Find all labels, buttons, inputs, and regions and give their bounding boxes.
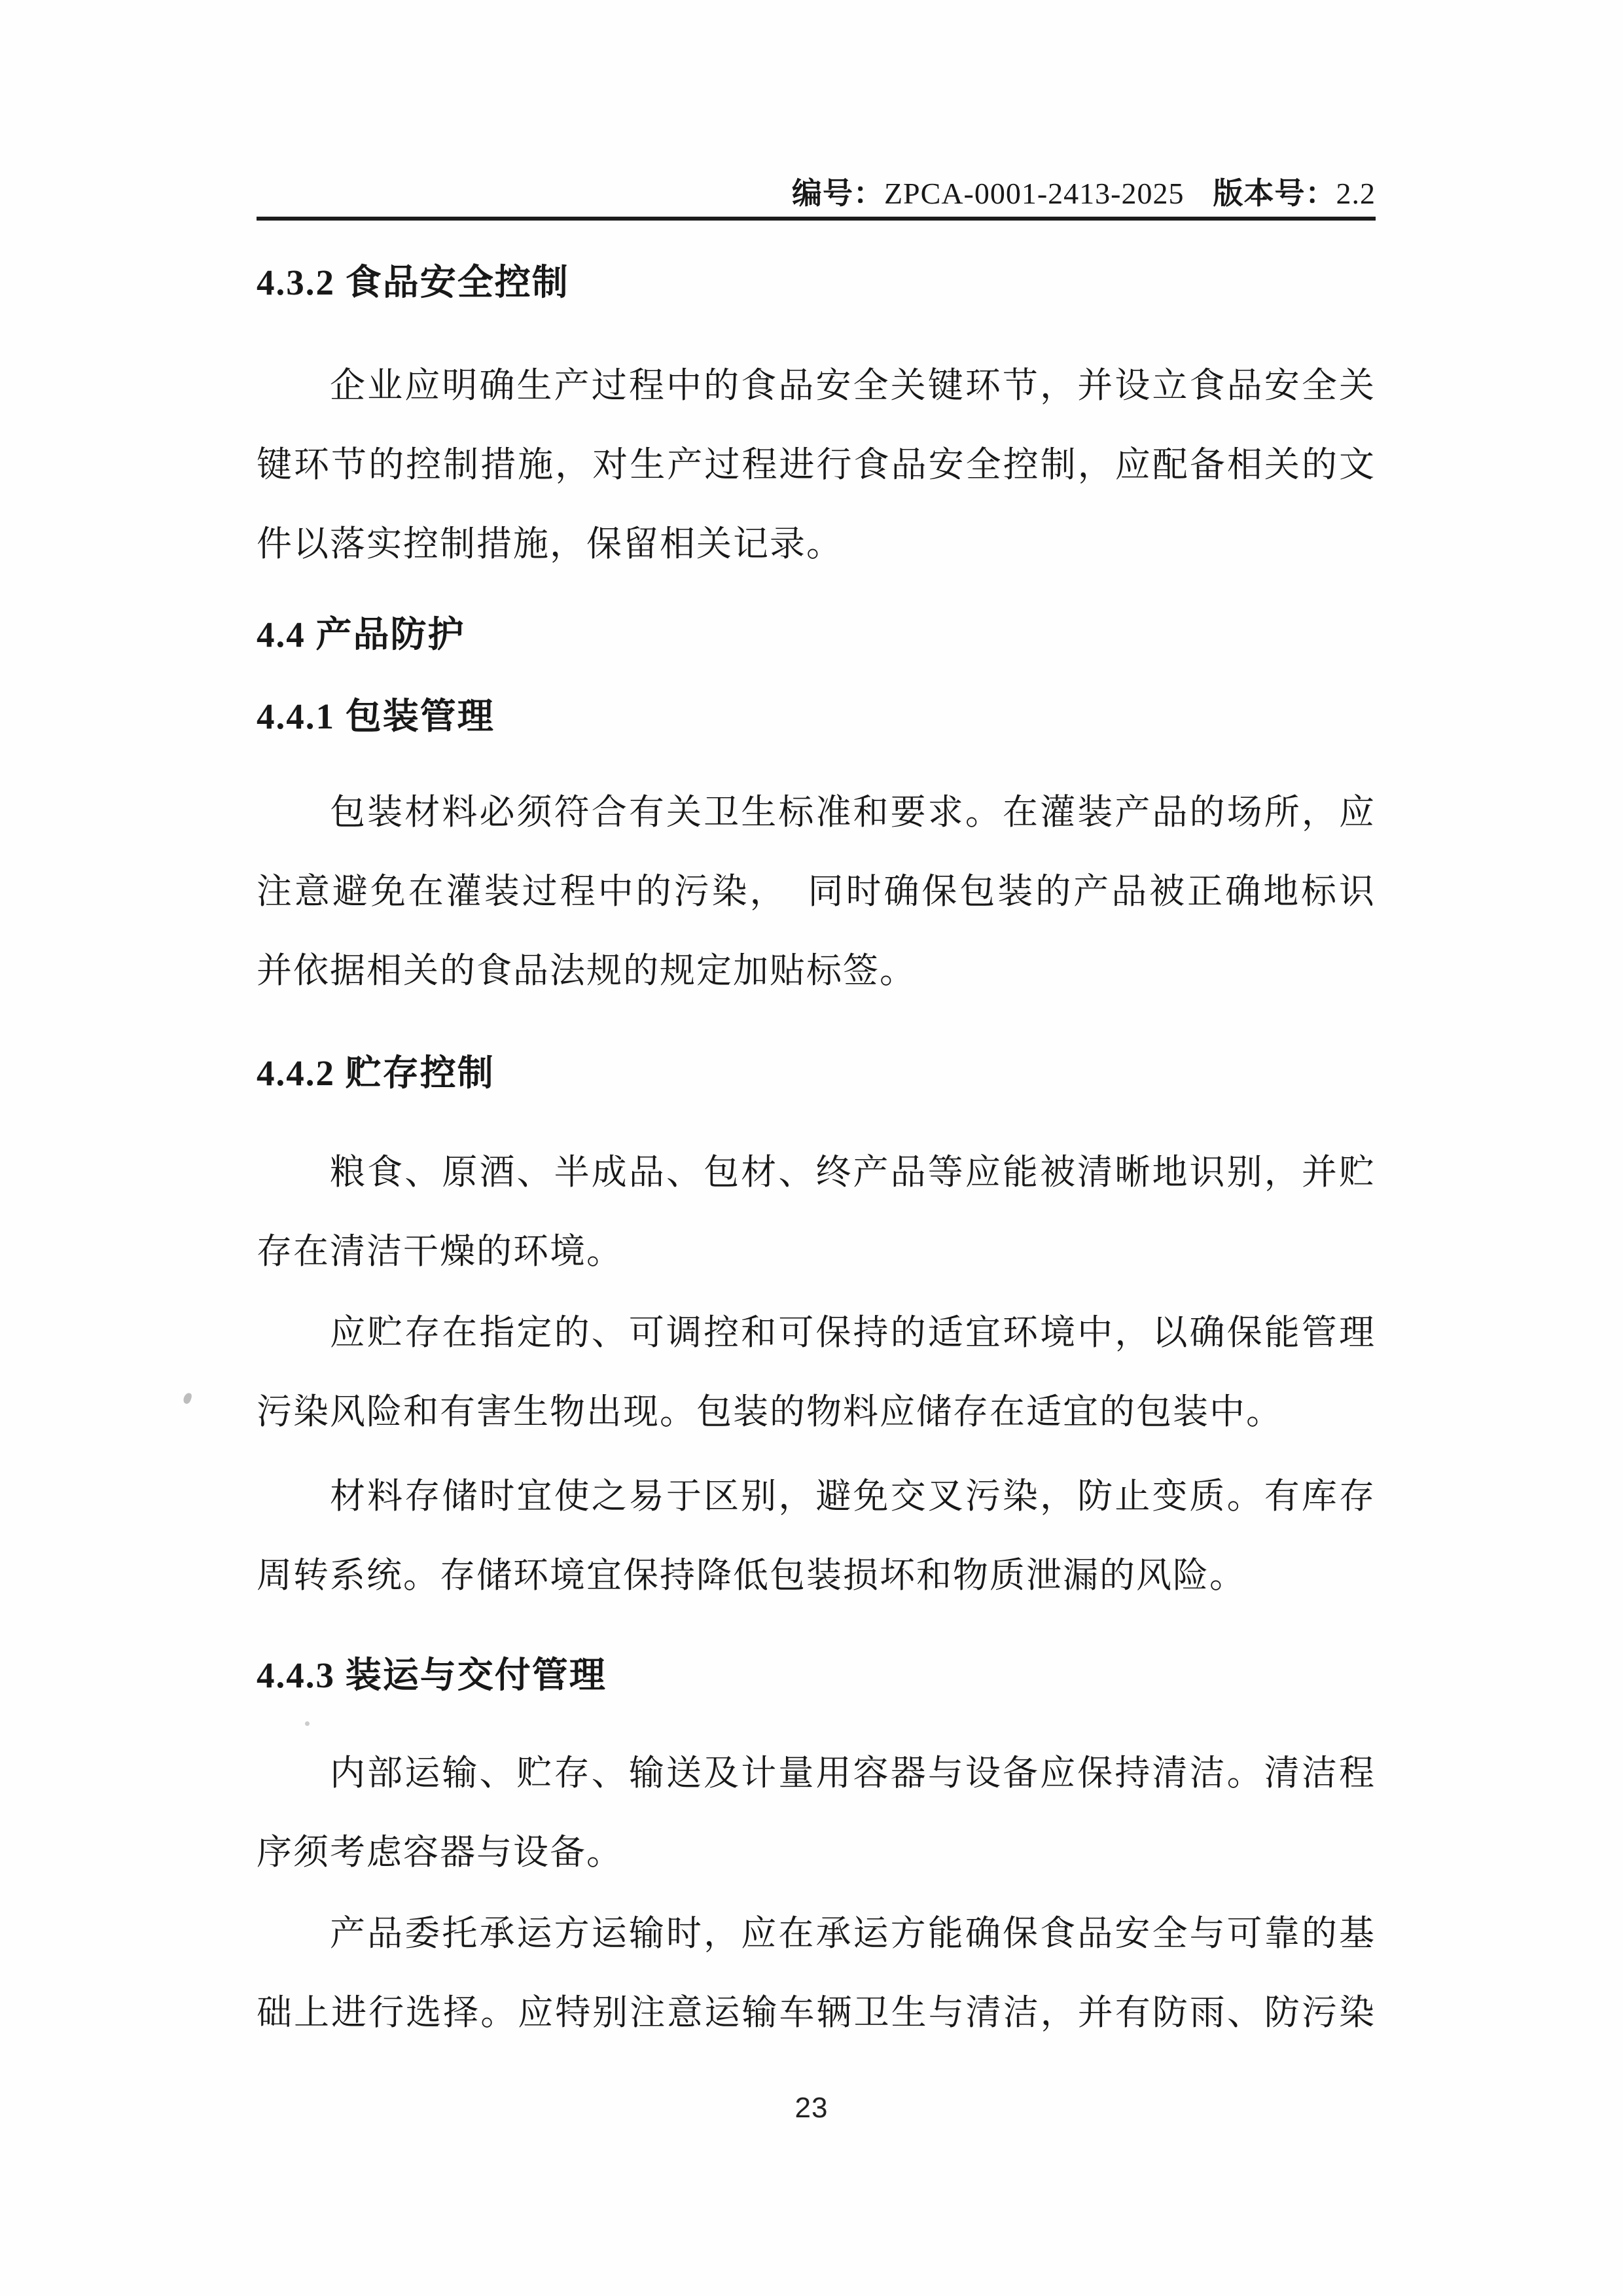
- doc-number-label: 编号：: [791, 176, 884, 210]
- text-line: 粮食、原酒、半成品、包材、终产品等应能被清晰地识别，并贮: [330, 1153, 1376, 1192]
- doc-number-value: ZPCA-0001-2413-2025: [883, 177, 1185, 210]
- paragraph-storage-identification: [257, 1133, 1376, 1291]
- page-number: 23: [794, 2092, 829, 2124]
- text-line: 并依据相关的食品法规的规定加贴标签。: [257, 951, 916, 990]
- text-line: 存在清洁干燥的环境。: [257, 1232, 623, 1271]
- text-line: 件以落实控制措施，保留相关记录。: [257, 524, 843, 564]
- paragraph-material-storage: [257, 1457, 1376, 1615]
- section-heading-4-4-3: 4.4.3 装运与交付管理: [257, 1655, 607, 1695]
- scan-artifact: [183, 1392, 193, 1405]
- text-line: 键环节的控制措施，对生产过程进行食品安全控制，应配备相关的文: [257, 445, 1376, 484]
- text-line: 应贮存在指定的、可调控和可保持的适宜环境中，以确保能管理: [330, 1313, 1376, 1352]
- version-value: 2.2: [1336, 177, 1376, 210]
- paragraph-storage-environment: [257, 1293, 1376, 1452]
- header-divider-line: [257, 217, 1376, 221]
- paragraph-carrier-selection: [257, 1894, 1376, 2053]
- section-heading-4-4: 4.4 产品防护: [257, 615, 465, 655]
- text-line: 内部运输、贮存、输送及计量用容器与设备应保持清洁。清洁程: [330, 1753, 1376, 1793]
- page-header: [257, 177, 1376, 210]
- section-heading-4-4-2: 4.4.2 贮存控制: [257, 1053, 495, 1093]
- text-line: 包装材料必须符合有关卫生标准和要求。在灌装产品的场所，应: [330, 793, 1376, 832]
- text-line: 产品委托承运方运输时，应在承运方能确保食品安全与可靠的基: [330, 1914, 1376, 1953]
- paragraph-packaging-management: [257, 773, 1376, 1011]
- text-line: 注意避免在灌装过程中的污染， 同时确保包装的产品被正确地标识: [257, 872, 1376, 911]
- paragraph-food-safety-control: [257, 346, 1376, 584]
- paragraph-internal-transport: [257, 1734, 1376, 1892]
- text-line: 序须考虑容器与设备。: [257, 1833, 623, 1872]
- text-line: 材料存储时宜使之易于区别，避免交叉污染，防止变质。有库存: [330, 1477, 1376, 1516]
- text-line: 周转系统。存储环境宜保持降低包装损坏和物质泄漏的风险。: [257, 1556, 1246, 1595]
- section-heading-4-4-1: 4.4.1 包装管理: [257, 696, 495, 736]
- text-line: 础上进行选择。应特别注意运输车辆卫生与清洁，并有防雨、防污染: [257, 1993, 1376, 2032]
- version-label: 版本号：: [1213, 177, 1336, 210]
- text-line: 企业应明确生产过程中的食品安全关键环节，并设立食品安全关: [330, 366, 1376, 405]
- scan-artifact: [305, 1721, 310, 1726]
- text-line: 污染风险和有害生物出现。包装的物料应储存在适宜的包装中。: [257, 1392, 1283, 1431]
- section-heading-4-3-2: 4.3.2 食品安全控制: [257, 262, 569, 302]
